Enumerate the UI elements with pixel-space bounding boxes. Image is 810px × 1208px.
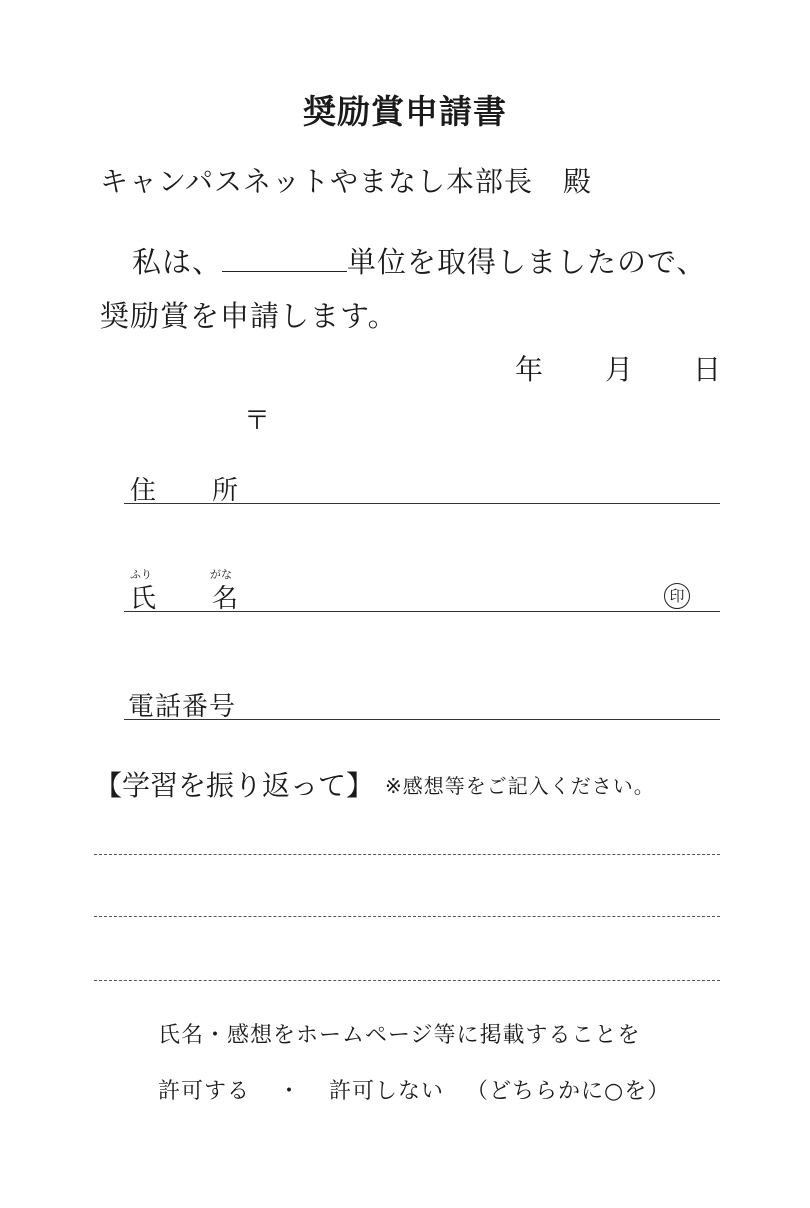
name-label-1: 氏 <box>130 584 157 614</box>
phone-field[interactable] <box>124 719 720 720</box>
consent-hint: （どちらかに○を） <box>466 1079 671 1104</box>
consent-separator: ・ <box>278 1079 302 1104</box>
consent-allow-option[interactable]: 許可する <box>158 1079 251 1104</box>
reflection-note: ※感想等をご記入ください。 <box>385 774 655 798</box>
consent-statement: 氏名・感想をホームページ等に掲載することを <box>158 1023 641 1048</box>
seal-mark: 印 <box>664 583 690 609</box>
name-label-2: 名 <box>212 584 239 614</box>
furigana-2: がな <box>210 568 232 581</box>
reflection-heading: 【学習を振り返って】 <box>94 769 375 802</box>
reflection-line-2[interactable] <box>94 916 720 917</box>
phone-label: 電話番号 <box>128 692 237 722</box>
credits-blank[interactable] <box>222 243 347 272</box>
address-label-1: 住 <box>130 476 157 506</box>
name-field[interactable] <box>124 611 720 612</box>
addressee <box>100 160 592 200</box>
statement-suffix: 単位を取得しましたので、 <box>347 245 707 279</box>
consent-options <box>158 1074 670 1105</box>
date-month-label: 月 <box>605 353 634 386</box>
postal-mark: 〒 <box>244 406 271 436</box>
reflection-line-3[interactable] <box>94 980 720 981</box>
consent-deny-option[interactable]: 許可しない <box>329 1079 445 1104</box>
addressee-name: キャンパスネットやまなし本部長 <box>100 165 534 198</box>
address-field[interactable] <box>124 503 720 504</box>
furigana-1: ふり <box>130 568 152 581</box>
date-day-label: 日 <box>693 353 722 386</box>
statement-line-2: 奨励賞を申請します。 <box>100 299 398 333</box>
honorific: 殿 <box>563 165 593 198</box>
address-label-2: 所 <box>212 476 239 506</box>
reflection-line-1[interactable] <box>94 854 720 855</box>
statement-line-1 <box>132 240 706 281</box>
form-title: 奨励賞申請書 <box>303 92 507 131</box>
date-year-label: 年 <box>515 353 544 386</box>
statement-prefix: 私は、 <box>132 245 223 279</box>
